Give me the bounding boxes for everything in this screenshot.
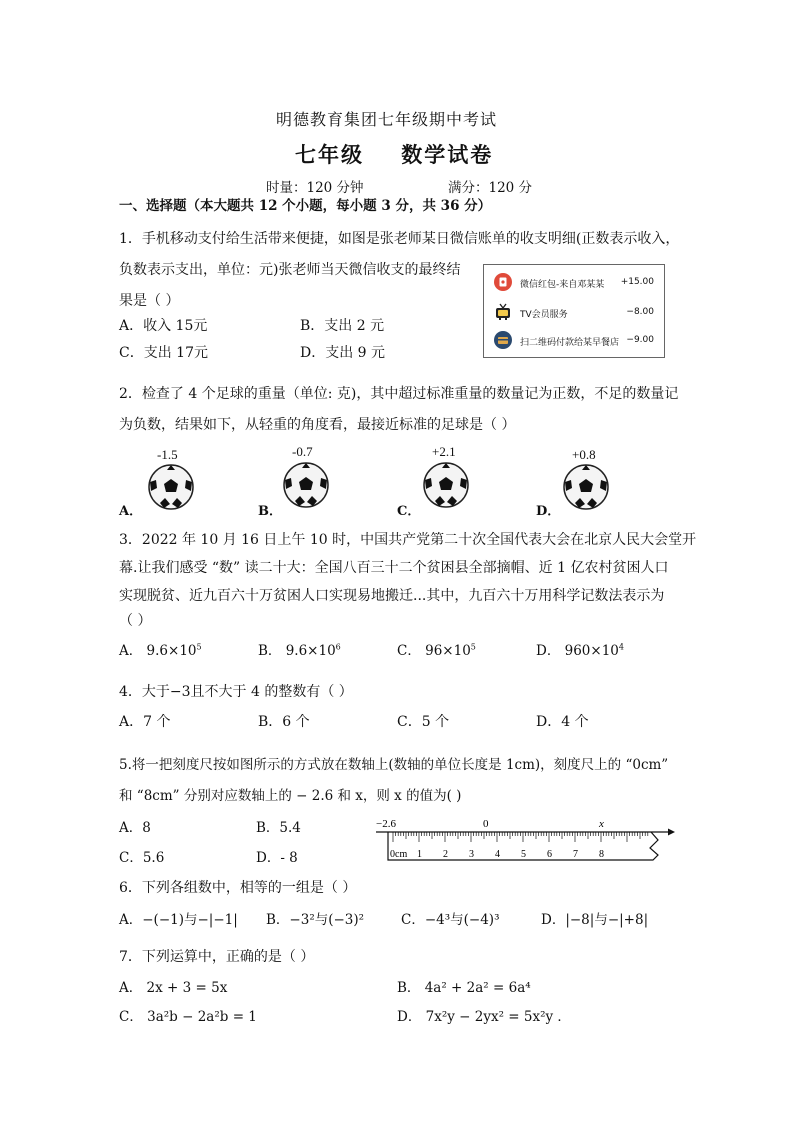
q3-option-c xyxy=(397,639,476,659)
q3-b-base: B． 9.6×10 xyxy=(258,643,336,659)
q7-option-d: D． 7x²y − 2yx² = 5x²y ． xyxy=(397,1009,571,1025)
q6-option-a: A．−(−1)与−|−1| xyxy=(119,912,238,928)
q7-line1: 7．下列运算中，正确的是（ ） xyxy=(119,949,315,965)
q4-option-a: A．7 个 xyxy=(119,714,171,730)
bill-amount: +15.00 xyxy=(620,277,654,287)
bill-amount: −8.00 xyxy=(626,307,654,317)
q3-d-exponent: 4 xyxy=(618,642,624,652)
q3-line1: 3．2022 年 10 月 16 日上午 10 时，中国共产党第二十次全国代表大会在北京人民大会堂开 xyxy=(119,532,697,548)
q3-a-base: A． 9.6×10 xyxy=(119,643,197,659)
qr-payment-icon xyxy=(494,331,512,349)
ruler-label: 7 xyxy=(573,849,578,860)
bill-row xyxy=(490,301,658,323)
q4-option-d: D．4 个 xyxy=(536,714,589,730)
soccer-ball-icon xyxy=(148,464,194,510)
exam-title: 明德教育集团七年级期中考试 xyxy=(276,110,498,129)
ruler-label: 1 xyxy=(417,849,422,860)
axis-label: 0 xyxy=(483,818,489,830)
bill-amount: −9.00 xyxy=(626,335,654,345)
axis-arrow-icon xyxy=(668,829,675,836)
q1-line1: 1．手机移动支付给生活带来便捷，如图是张老师某日微信账单的收支明细(正数表示收入， xyxy=(119,231,680,247)
q3-line3: 实现脱贫、近九百六十万贫困人口实现易地搬迁...其中，九百六十万用科学记数法表示为 xyxy=(119,588,665,604)
q5-option-a: A．8 xyxy=(119,820,151,836)
tv-icon xyxy=(494,303,512,321)
ball-value: +2.1 xyxy=(432,444,456,459)
ruler-ticks xyxy=(393,832,648,842)
ruler-label: 5 xyxy=(521,849,526,860)
q4-option-b: B．6 个 xyxy=(258,714,310,730)
q3-line2: 幕.让我们感受 “数” 读二十大：全国八百三十二个贫困县全部摘帽、近 1 亿农村贫困人口 xyxy=(119,560,669,576)
q4-option-c: C．5 个 xyxy=(397,714,450,730)
q4-line1: 4．大于−3且不大于 4 的整数有（ ） xyxy=(119,684,353,700)
q3-b-exponent: 6 xyxy=(335,642,341,652)
bill-label: TV会员服务 xyxy=(520,310,568,320)
q1-option-a: A．收入 15元 xyxy=(119,318,208,334)
q1-option-c: C．支出 17元 xyxy=(119,345,208,361)
ruler-label: 3 xyxy=(469,849,474,860)
ruler-label: 0cm xyxy=(390,849,408,860)
ruler-number-line-figure xyxy=(370,812,675,864)
ball-value: -1.5 xyxy=(157,447,178,462)
ball-option-letter: B． xyxy=(258,504,282,519)
q1-option-b: B．支出 2 元 xyxy=(300,318,385,334)
q1-line2: 负数表示支出，单位：元)张老师当天微信收支的最终结 xyxy=(119,262,461,278)
q5-line1: 5.将一把刻度尺按如图所示的方式放在数轴上(数轴的单位长度是 1cm)，刻度尺上的 “0cm” xyxy=(119,757,669,773)
subtitle-text: 七年级 数学试卷 xyxy=(295,142,494,167)
bill-row xyxy=(490,271,658,293)
q5-option-d: D．- 8 xyxy=(256,850,298,866)
q2-line2: 为负数，结果如下，从轻重的角度看，最接近标准的足球是（ ） xyxy=(119,417,516,433)
q3-option-a xyxy=(119,639,202,659)
q3-a-exponent: 5 xyxy=(196,642,202,652)
soccer-ball-icon xyxy=(423,462,469,508)
q3-c-exponent: 5 xyxy=(470,642,476,652)
q1-line3: 果是（ ） xyxy=(119,293,180,309)
axis-label: x xyxy=(599,818,604,830)
ruler-label: 2 xyxy=(443,849,448,860)
q3-c-base: C． 96×10 xyxy=(397,643,471,659)
q3-d-base: D． 960×10 xyxy=(536,643,619,659)
paper-subtitle xyxy=(295,139,493,169)
q6-option-d: D．|−8|与−|+8| xyxy=(541,912,649,928)
axis-label: −2.6 xyxy=(376,818,396,830)
q6-option-b: B．−3²与(−3)² xyxy=(266,912,365,928)
ruler-label: 8 xyxy=(599,849,604,860)
q5-option-b: B．5.4 xyxy=(256,820,301,836)
ball-value: +0.8 xyxy=(572,447,596,462)
q7-option-c: C． 3a²b − 2a²b = 1 xyxy=(119,1009,257,1025)
q6-option-c: C．−4³与(−4)³ xyxy=(401,912,500,928)
ruler-label: 6 xyxy=(547,849,552,860)
ball-value: -0.7 xyxy=(292,444,313,459)
wechat-bill-card xyxy=(483,264,665,358)
bill-row xyxy=(490,329,658,351)
exam-score: 满分：120 分 xyxy=(448,180,533,196)
ball-option-letter: C． xyxy=(397,504,421,519)
bill-label: 扫二维码付款给某早餐店 xyxy=(520,338,620,348)
bill-label: 微信红包-来自邓某某 xyxy=(520,280,605,290)
q6-line1: 6．下列各组数中，相等的一组是（ ） xyxy=(119,880,357,896)
red-envelope-icon xyxy=(494,273,512,291)
ball-option-letter: D． xyxy=(536,504,561,519)
q1-option-d: D．支出 9 元 xyxy=(300,345,386,361)
exam-time: 时量：120 分钟 xyxy=(266,180,364,196)
ball-option-letter: A． xyxy=(119,504,143,519)
section-heading: 一、选择题（本大题共 12 个小题，每小题 3 分，共 36 分） xyxy=(119,198,492,214)
q5-option-c: C．5.6 xyxy=(119,850,165,866)
q2-line1: 2．检查了 4 个足球的重量（单位: 克)，其中超过标准重量的数量记为正数，不足的数量记 xyxy=(119,386,679,402)
soccer-ball-icon xyxy=(283,462,329,508)
q7-option-a: A． 2x + 3 = 5x xyxy=(119,980,228,996)
q3-line4: （ ） xyxy=(119,613,152,629)
q3-option-d xyxy=(536,639,624,659)
q3-option-b xyxy=(258,639,341,659)
q7-option-b: B． 4a² + 2a² = 6a⁴ xyxy=(397,980,531,996)
q5-line2: 和 “8cm” 分别对应数轴上的 − 2.6 和 x，则 x 的值为( ) xyxy=(119,788,462,804)
soccer-ball-icon xyxy=(563,464,609,510)
ruler-label: 4 xyxy=(495,849,500,860)
